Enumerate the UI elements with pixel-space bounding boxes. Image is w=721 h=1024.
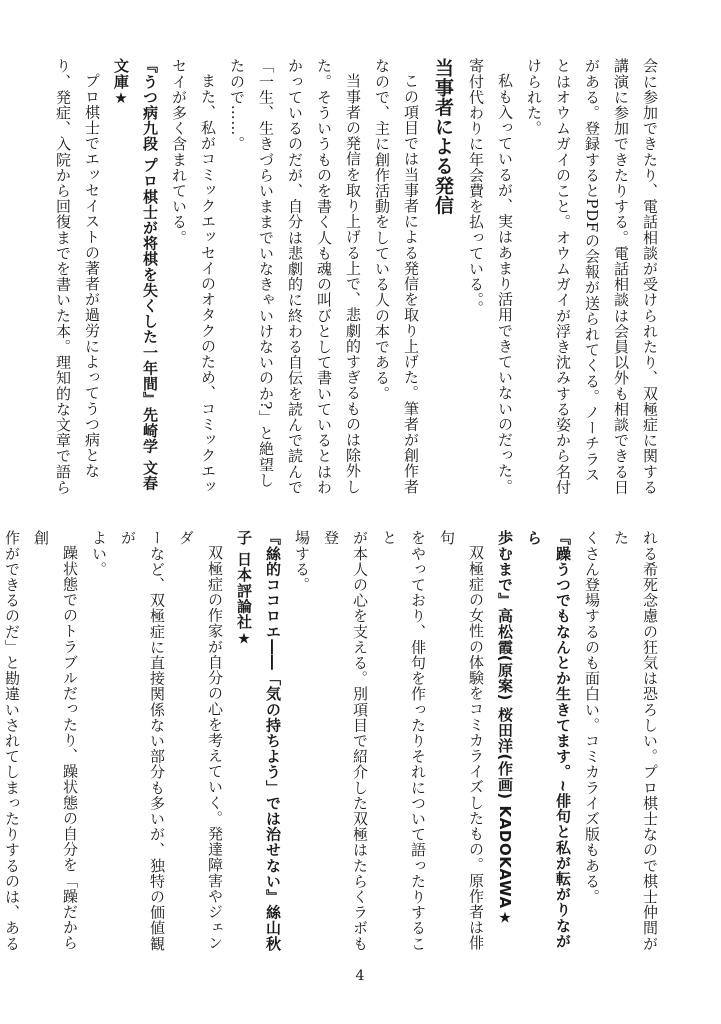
section-body2-line: 当事者の発信を取り上げる上で、悲劇的すぎるものは除外し	[344, 73, 362, 495]
book-title: 『うつ病九段 プロ棋士が将棋を失くした一年間』先崎学 文春	[141, 58, 159, 491]
book-title: 子 日本評論社★	[235, 530, 253, 649]
book-desc-line: をやっており、俳句を作ったりそれについて語ったりすること	[380, 530, 427, 952]
book-title: 『躁うつでもなんとか生きてます。~俳句と私が転がりながら	[525, 530, 572, 949]
intro-line: がある。登録するとPDFの会報が送られてくる。ノーチラス	[583, 58, 601, 483]
book-desc-line: 躁状態でのトラブルだったり、躁状態の自分を「躁だから創	[32, 530, 79, 951]
section-body2-line: たので……。	[228, 58, 246, 152]
book-desc-line: り、発症、入院から回復までを書いた本。理知的な文章で語ら	[54, 58, 72, 495]
section-body3-line: セイが多く含まれている。	[170, 58, 188, 246]
book-title: 文庫★	[112, 58, 130, 108]
section-heading: 当事者による発信	[432, 58, 454, 215]
section-body2-line: 「一生、生きづらいままでいなきゃいけないのか?」と絶望し	[257, 58, 275, 488]
book-desc-line: が本人の心を支える。別項目で紹介した双極はたらくラボも登	[322, 530, 369, 952]
book-desc-line: よい。	[90, 530, 108, 577]
book-desc-line: 双極症の女性の体験をコミカライズしたもの。原作者は俳句	[438, 530, 485, 951]
section-body2-line: た。そういうものを書く人も魂の叫びとして書いているとはわ	[315, 58, 333, 495]
book-desc-line: 場する。	[293, 530, 311, 593]
section-body-line: なので、主に創作活動をしている人の本である。	[373, 58, 391, 402]
section-body2-line: かっているのだが、自分は悲劇的に終わる自伝を読んで読んで	[286, 58, 304, 495]
intro-line: 講演に参加できたりする。電話相談は会員以外も相談できる日	[612, 58, 630, 495]
book-title: 『絲的ココロエ――「気の持ちよう」では治せない』絲山秋	[264, 530, 282, 952]
section-body-line: この項目では当事者による発信を取り上げた。筆者が創作者	[402, 73, 420, 495]
intro2-line: 私も入っているが、実はあまり活用できていないのだった。	[496, 73, 514, 495]
book-desc-line: プロ棋士でエッセイストの著者が過労によってうつ病とな	[83, 73, 101, 479]
book-desc-line: 双極症の作家が自分の心を考えていく。発達障害やジェンダ	[177, 530, 224, 951]
intro-line: とはオウムガイのこと。オウムガイが浮き沈みする姿から名付	[554, 58, 572, 495]
cont-line: くさん登場するのも面白い。コミカライズ版もある。	[583, 530, 601, 905]
intro-line: けられた。	[525, 58, 543, 136]
book-title: 歩むまで』高松霞(原案) 桜田洋(作画) KADOKAWA★	[496, 530, 514, 928]
book-desc-line: ーなど、双極症に直接関係ない部分も多いが、独特の価値観が	[119, 530, 166, 952]
page-number: 4	[355, 968, 365, 984]
upper-text-column	[54, 58, 664, 502]
lower-text-column	[3, 530, 664, 964]
section-body3-line: また、私がコミックエッセイのオタクのため、コミックエッ	[199, 73, 217, 495]
book-desc-line: 作ができるのだ」と勘違いされてしまったりするのは、ある	[3, 530, 21, 952]
intro-line: 会に参加できたり、電話相談が受けられたり、双極症に関する	[641, 58, 659, 495]
intro2-line: 寄付代わりに年会費を払っている。。	[467, 58, 485, 316]
cont-line: れる希死念慮の狂気は恐ろしい。プロ棋士なので棋士仲間がた	[612, 530, 659, 952]
